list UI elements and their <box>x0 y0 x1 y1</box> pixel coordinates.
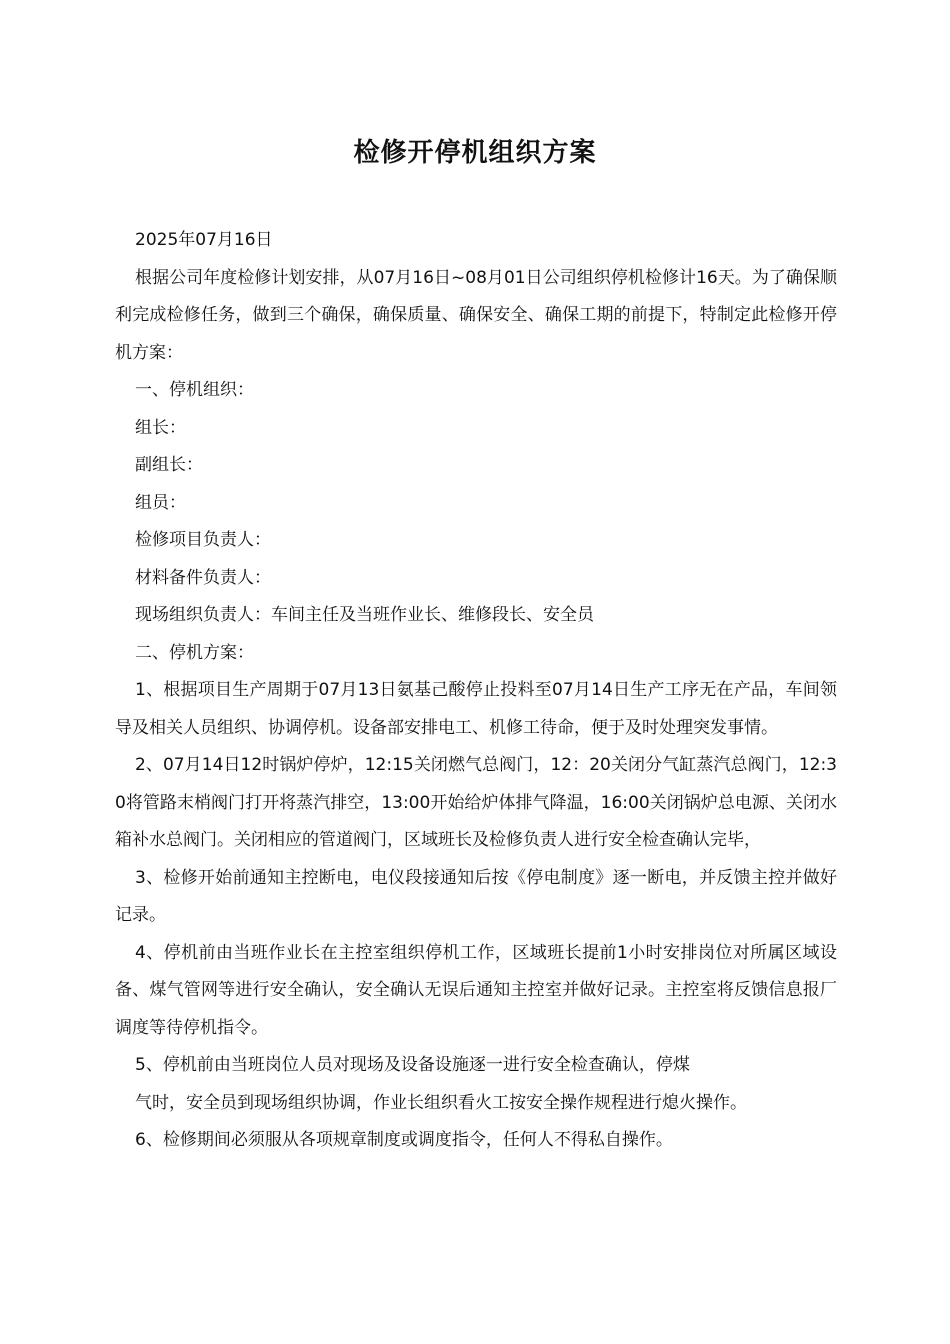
document-title: 检修开停机组织方案 <box>353 138 597 168</box>
plan-item-2: 2、07月14日12时锅炉停炉，12:15关闭燃气总阀门，12：20关闭分气缸蒸汽总阀门，12:30将管路末梢阀门打开将蒸汽排空，13:00开始给炉体排气降温，16:00关闭锅炉总电源、关闭水箱补水总阀门。关闭相应的管道阀门，区域班长及检修负责人进行安全检查确认完毕， <box>115 755 837 850</box>
section-heading-shutdown-plan: 二、停机方案： <box>135 642 254 663</box>
field-deputy-team-leader: 副组长： <box>135 455 203 475</box>
plan-item-5-line-1: 5、停机前由当班岗位人员对现场及设备设施逐一进行安全检查确认，停煤 <box>135 1055 690 1075</box>
field-onsite-organization-lead: 现场组织负责人：车间主任及当班作业长、维修段长、安全员 <box>135 605 594 625</box>
plan-item-5-line-2: 气时，安全员到现场组织协调，作业长组织看火工按安全操作规程进行熄火操作。 <box>135 1092 747 1113</box>
plan-item-6: 6、检修期间必须服从各项规章制度或调度指令，任何人不得私自操作。 <box>135 1130 673 1150</box>
field-team-leader: 组长： <box>135 417 186 438</box>
plan-item-4: 4、停机前由当班作业长在主控室组织停机工作，区域班长提前1小时安排岗位对所属区域设备、煤气管网等进行安全确认，安全确认无误后通知主控室并做好记录。主控室将反馈信息报厂调度等待停机指令。 <box>115 942 837 1038</box>
section-heading-shutdown-organization: 一、停机组织： <box>135 380 254 400</box>
plan-item-3: 3、检修开始前通知主控断电，电仪段接通知后按《停电制度》逐一断电，并反馈主控并做好记录。 <box>115 867 837 925</box>
document-body <box>115 222 837 1160</box>
field-materials-spare-parts-lead: 材料备件负责人： <box>135 567 271 588</box>
plan-item-1: 1、根据项目生产周期于07月13日氨基己酸停止投料至07月14日生产工序无在产品，车间领导及相关人员组织、协调停机。设备部安排电工、机修工待命，便于及时处理突发事情。 <box>115 680 837 738</box>
document-date: 2025年07月16日 <box>135 230 273 250</box>
intro-paragraph: 根据公司年度检修计划安排，从07月16日~08月01日公司组织停机检修计16天。为了确保顺利完成检修任务，做到三个确保，确保质量、确保安全、确保工期的前提下，特制定此检修开停机方案： <box>115 267 837 363</box>
field-maintenance-project-lead: 检修项目负责人： <box>135 530 271 550</box>
field-team-members: 组员： <box>135 492 186 513</box>
